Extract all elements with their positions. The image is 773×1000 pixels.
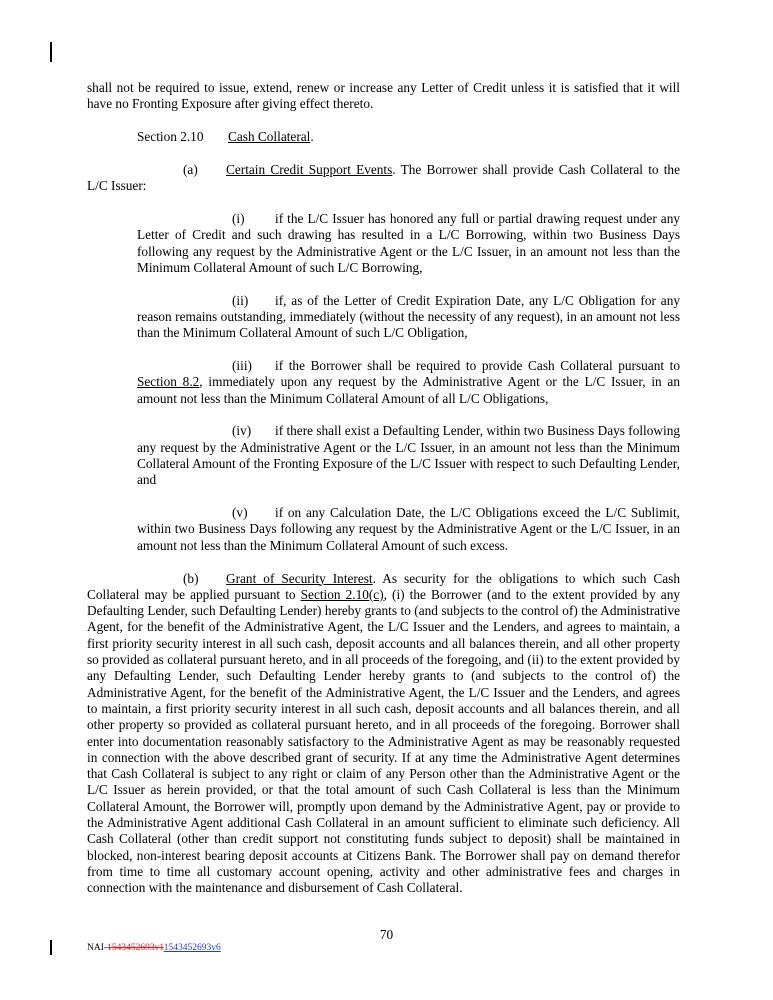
section-title-period: . — [310, 129, 314, 145]
clause-iii-label: (iii) — [232, 358, 252, 374]
paragraph-a-label: (a) — [183, 161, 198, 177]
paragraph-b-heading: Grant of Security Interest — [226, 570, 373, 586]
clause-i-text: if the L/C Issuer has honored any full or partial drawing request under any Letter of Credit and such drawing has resulted in a L/C Borrowing, within two Business Days following any request by the Administrative Agent or the L/C Issuer, in an amount not less than the Minimum Collateral Amount of such L/C Borrowing, — [137, 210, 680, 275]
clause-iii-text-before: if the Borrower shall be required to provide Cash Collateral pursuant to — [275, 358, 680, 374]
section-2-10c-link[interactable]: Section 2.10(c) — [300, 586, 384, 602]
paragraph-b-label: (b) — [183, 570, 199, 586]
clause-iv-label: (iv) — [232, 423, 252, 439]
clause-v-label: (v) — [232, 505, 248, 521]
inserted-document-version: 1543452693v6 — [163, 943, 221, 953]
clause-iv-text: if there shall exist a Defaulting Lender, within two Business Days following any request by the Administrative Agent or the L/C Issuer, in an amount not less than the Minimum Collateral Amount of the Fronting Exposure of the L/C Issuer with respect to such Defaulting Lender, and — [137, 423, 680, 488]
deleted-document-version: 1543452693v1 — [107, 943, 164, 953]
page-number: 70 — [379, 927, 394, 942]
clause-i — [137, 211, 680, 276]
clause-i-label: (i) — [232, 210, 245, 226]
clause-iii-text-after: , immediately upon any request by the Administrative Agent or the L/C Issuer, in an amount not less than the Minimum Collateral Amount of all L/C Obligations, — [137, 374, 680, 406]
paragraph-b-text-after: , (i) the Borrower (and to the extent provided by any Defaulting Lender, such Defaulting Lender) hereby grants to (and subjects to the control of) the Administrative Agent, for the benefit of the Administrative Agent, the L/C Issuer and the Lenders, and agrees to maintain, a first priority security interest in all such cash, deposit accounts and all balances therein, and all other property so provided as collateral pursuant hereto, and in all proceeds of the foregoing, and (ii) to the extent provided by any Defaulting Lender, such Defaulting Lender hereby grants to (and subjects to the control of) the Administrative Agent, for the benefit of the Administrative Agent, the L/C Issuer and the Lenders, and agrees to maintain, a first priority security interest in all such cash, deposit accounts and all balances therein, and all other property so provided as collateral pursuant hereto, and in all proceeds of the foregoing. Borrower shall enter into documentation reasonably satisfactory to the Administrative Agent as may be reasonably requested in connection with the above described grant of security. If at any time the Administrative Agent determines that Cash Collateral is subject to any right or claim of any Person other than the Administrative Agent or the L/C Issuer as herein provided, or that the total amount of such Cash Collateral is less than the Minimum Collateral Amount, the Borrower will, promptly upon demand by the Administrative Agent, pay or provide to the Administrative Agent additional Cash Collateral in an amount sufficient to eliminate such deficiency. All Cash Collateral (other than credit support not constituting funds subject to deposit) shall be maintained in blocked, non-interest bearing deposit accounts at Citizens Bank. The Borrower shall pay on demand therefor from time to time all customary account opening, activity and other administrative fees and charges in connection with the maintenance and disbursement of Cash Collateral. — [87, 586, 680, 896]
section-title: Cash Collateral — [228, 129, 311, 145]
change-bar-top — [50, 42, 52, 62]
paragraph-a-text: . The Borrower shall provide Cash Collateral to the L/C Issuer: — [87, 161, 680, 194]
clause-ii-label: (ii) — [232, 292, 249, 308]
paragraph-a — [87, 162, 680, 195]
intro-paragraph: shall not be required to issue, extend, renew or increase any Letter of Credit unless it is satisfied that it will have no Fronting Exposure after giving effect thereto. — [87, 80, 680, 112]
paragraph-a-heading: Certain Credit Support Events — [226, 161, 393, 177]
clause-v — [137, 505, 680, 554]
clause-ii-text: if, as of the Letter of Credit Expiration Date, any L/C Obligation for any reason remains outstanding, immediately (without the necessity of any request), in an amount not less than the Minimum Collateral Amount of such L/C Obligation, — [137, 292, 680, 341]
document-body — [87, 80, 680, 896]
clause-v-text: if on any Calculation Date, the L/C Obligations exceed the L/C Sublimit, within two Business Days following any request by the Administrative Agent or the L/C Issuer, in an amount not less than the Minimum Collateral Amount of such excess. — [137, 505, 680, 553]
section-number: Section 2.10 — [137, 129, 204, 145]
clause-iii — [137, 358, 680, 407]
document-id-footer — [87, 943, 221, 953]
clause-iv — [137, 423, 680, 488]
section-8-2-link[interactable]: Section 8.2 — [137, 374, 200, 390]
clause-ii — [137, 293, 680, 342]
document-id-prefix: NAI- — [87, 943, 108, 953]
section-heading — [87, 129, 680, 145]
paragraph-b — [87, 571, 680, 897]
paragraph-b-text-before: . As security for the obligations to which such Cash Collateral may be applied pursuant to — [87, 570, 680, 602]
